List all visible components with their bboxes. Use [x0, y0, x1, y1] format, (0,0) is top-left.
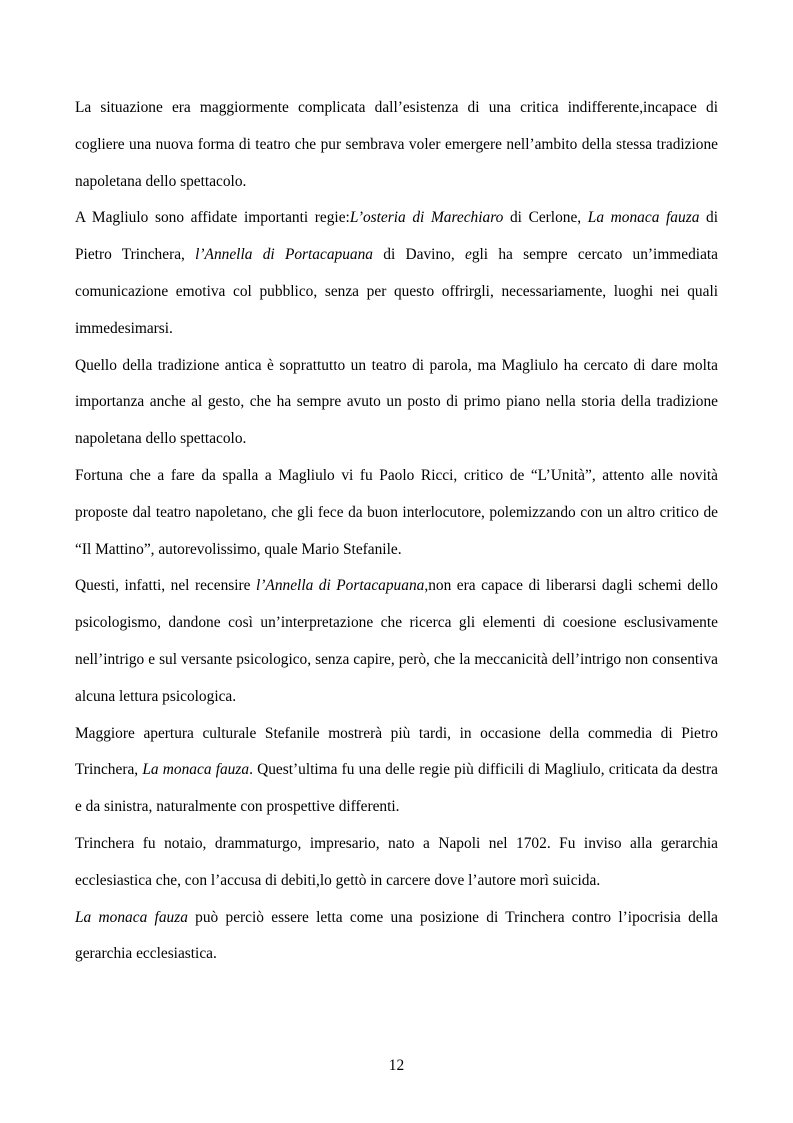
text-run: di Cerlone, — [503, 209, 588, 227]
text-run: di Davino, — [373, 246, 465, 264]
text-run: Quello della tradizione antica è soprattutto un teatro di parola, ma Magliulo ha cercato di dare molta importanza anche al gesto, che ha sempre avuto un posto di primo piano nella storia della tradizione napoletana dello spettacolo. — [75, 356, 718, 448]
italic-title: l’Annella di Portacapuana — [256, 577, 425, 595]
paragraph-1 — [75, 90, 718, 200]
text-run: . Quest’ultima fu una delle regie più difficili di Magliulo, criticata da destra e da sinistra, naturalmente con prospettive differenti. — [75, 761, 718, 816]
paragraph-3 — [75, 348, 718, 458]
text-run: ,non era capace di liberarsi dagli schemi dello psicologismo, dandone così un’interpretazione che ricerca gli elementi di coesione esclusivamente nell’intrigo e sul versante psicologico, senza capire, però, che la meccanicità dell’intrigo non consentiva alcuna lettura psicologica. — [75, 577, 719, 705]
paragraph-5 — [75, 568, 718, 715]
italic-title: l’Annella di Portacapuana — [195, 246, 374, 264]
italic-title: La monaca fauza — [142, 761, 250, 779]
paragraph-7 — [75, 826, 718, 900]
body-text — [75, 90, 718, 973]
paragraph-2 — [75, 200, 718, 347]
italic-title: La monaca fauza — [587, 209, 700, 227]
italic-title: e — [464, 246, 472, 264]
text-run: A Magliulo sono affidate importanti regie: — [75, 209, 350, 227]
page-number: 12 — [388, 1057, 405, 1074]
text-run: Trinchera fu notaio, drammaturgo, impresario, nato a Napoli nel 1702. Fu inviso alla gerarchia ecclesiastica che, con l’accusa di debiti,lo gettò in carcere dove l’autore morì suicida. — [75, 834, 718, 889]
text-run: Maggiore apertura culturale Stefanile mostrerà più tardi, in occasione della commedia di Pietro Trinchera, — [75, 724, 718, 779]
paragraph-8 — [75, 900, 718, 974]
paragraph-4 — [75, 458, 718, 568]
italic-title: La monaca fauza — [75, 908, 188, 926]
text-run: di Pietro Trinchera, — [75, 209, 718, 264]
paragraph-6 — [75, 716, 718, 826]
text-run: gli ha sempre cercato un’immediata comunicazione emotiva col pubblico, senza per questo offrirgli, necessariamente, luoghi nei quali immedesimarsi. — [75, 246, 719, 337]
text-run: può perciò essere letta come una posizione di Trinchera contro l’ipocrisia della gerarchia ecclesiastica. — [75, 908, 718, 963]
text-run: Questi, infatti, nel recensire — [75, 577, 257, 595]
text-run: La situazione era maggiormente complicata dall’esistenza di una critica indifferente,incapace di cogliere una nuova forma di teatro che pur sembrava voler emergere nell’ambito della stessa tradizione napoletana dello spettacolo. — [75, 99, 718, 190]
text-run: Fortuna che a fare da spalla a Magliulo vi fu Paolo Ricci, critico de “L’Unità”, attento alle novità proposte dal teatro napoletano, che gli fece da buon interlocutore, polemizzando con un altro critico de “Il Mattino”, autorevolissimo, quale Mario Stefanile. — [75, 466, 718, 558]
italic-title: L’osteria di Marechiaro — [349, 209, 504, 227]
